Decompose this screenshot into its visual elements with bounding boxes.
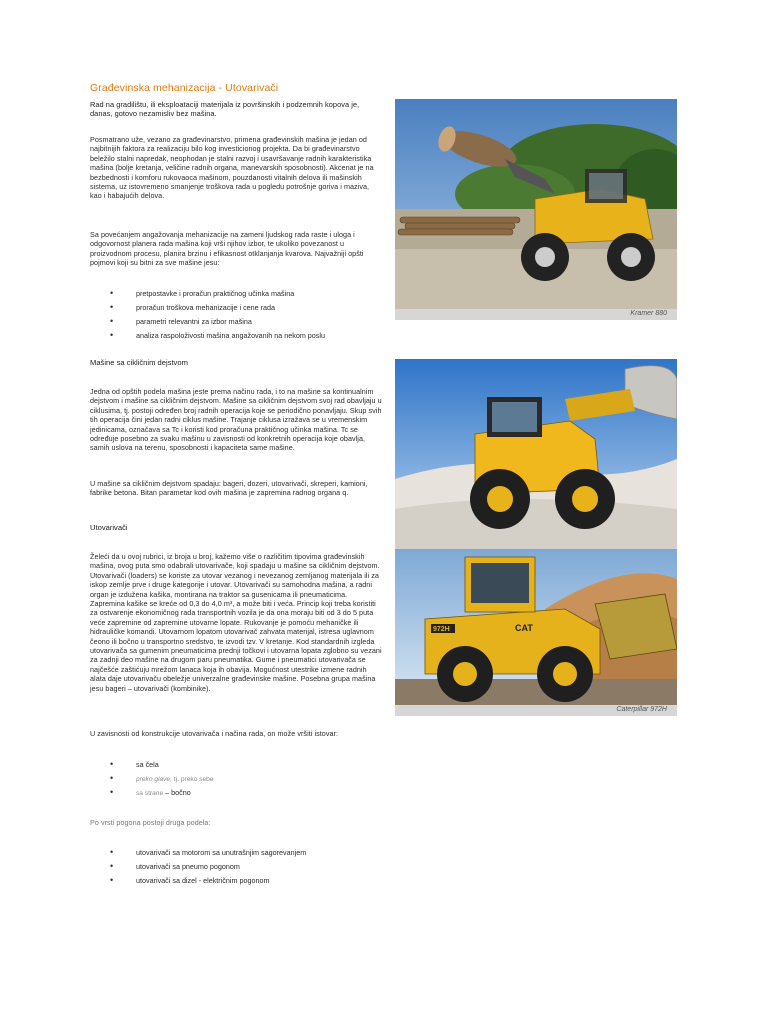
paragraph-7: Po vrsti pogona postoji druga podela: xyxy=(90,818,211,827)
cat-brand-logo: CAT xyxy=(515,623,533,633)
photo-caption: Kramer 880 xyxy=(630,310,667,317)
paragraph-2: Sa povećanjem angažovanja mehanizacije na zameni ljudskog rada raste i uloga i odgovornost planera rada mašina koji vrši njihov izbor, te ukoliko povezanost u proizvodnom procesu, planira brzinu i efikasnost otklanjanja kvarova. Najvažniji opšti pojmovi koji su bitni za sve mašine jesu: xyxy=(90,230,364,268)
list-item: • parametri relevantni za izbor mašina xyxy=(110,317,325,331)
photo-caption: Caterpillar 972H xyxy=(616,706,667,713)
photo-volvo-loader xyxy=(395,359,677,549)
list-item: • utovarivači sa pneumo pogonom xyxy=(110,862,306,876)
section-heading-loaders: Utovarivači xyxy=(90,523,128,532)
page-title: Građevinska mehanizacija - Utovarivači xyxy=(90,82,279,94)
list-item: • pretpostavke i proračun praktičnog učinka mašina xyxy=(110,289,325,303)
bullet-list-2 xyxy=(110,760,214,802)
list-item: • preko glave, tj. preko sebe xyxy=(110,774,214,788)
list-item: • analiza raspoloživosti mašina angažovanih na nekom poslu xyxy=(110,331,325,345)
bullet-list-3 xyxy=(110,848,306,890)
list-item: • utovarivači sa motorom sa unutrašnjim sagorevanjem xyxy=(110,848,306,862)
photo-caterpillar-loader xyxy=(395,549,677,705)
caption-bar-3 xyxy=(395,705,677,716)
paragraph-5: Želeći da u ovoj rubrici, iz broja u broj, kažemo više o različitim tipovima građevinskih mašina, ovog puta smo odabrali utovarivače, koji spadaju u mašine sa cikličnim dejstvom. Utovarivači (loaders) se koriste za utovar vezanog i nevezanog zemljanog materijala ili za iskop zemlje prve i druge kategorije i utovar. Utovarivači su samohodna mašina, a radni organ je izdužena kašika, montirana na traktor sa gusenicama ili pneumaticima. Zapremina kašike se kreće od 0,3 do 4,0 m³, a može biti i veća. Princip koji treba koristiti za ostvarenje ekonomičnog rada transportnih vozila je da ona moraju biti od 3 do 5 puta veće zapremine od zapremine utovarne lopate. Rukovanje je pomoću mehaničke ili hidrauličke komandi. Utovarnom lopatom utovarivač zahvata materijal, istresa uglavnom čeono ili bočno u transportno sredstvo, te izvodi tzv. V kretanje. Kod standardnih izgleda utovarivača sa gumenim pneumaticima prednji točkovi i utovarna lopata zglobno su vezani za zadnji deo mašine na drugom paru pneumatika. Gume i pneumatici utovarivača se najčešće zaštićuju mrežom lanaca koja ih obavija. Mogućnost utestrike izmene radnih alata daje utovarivaču obeležje univerzalne građevinske mašine. Posebna grupa mašina jesu bageri – utovarivači (kombinike). xyxy=(90,552,382,693)
bullet-list-1 xyxy=(110,289,325,345)
intro-paragraph: Rad na gradilištu, ili eksploataciji materijala iz površinskih i podzemnih kopova je, danas, gotovo nezamisliv bez mašina. xyxy=(90,100,360,119)
list-item: • utovarivači sa dizel - električnim pogonom xyxy=(110,876,306,890)
list-item: • sa strane – bočno xyxy=(110,788,214,802)
caption-bar-1 xyxy=(395,309,677,320)
cat-model-label: 972H xyxy=(433,626,450,633)
paragraph-6: U zavisnosti od konstrukcije utovarivača i načina rada, on može vršiti istovar: xyxy=(90,729,339,738)
photo-kramer-loader xyxy=(395,99,677,309)
paragraph-3: Jedna od opštih podela mašina jeste prema načinu rada, i to na mašine sa kontinualnim dejstvom i mašine sa cikličnim dejstvom. Mašine sa cikličnim dejstvom svoj rad obavljaju u ciklusima, tj. postoji određen broj radnih operacija koje se periodično ponavljaju. Skup svih tih operacija čini jedan radni ciklus mašine. Trajanje ciklusa izražava se u vremenskim jedinicama, označava sa Tc i koristi kod proračuna praktičnog učinka mašina. Tc se određuje posebno za svaku mašinu u zavisnosti od konkretnih operacija koje obavlja, samih uslova na terenu, sposobnosti i kapaciteta same mašine. xyxy=(90,387,382,453)
paragraph-4: U mašine sa cikličnim dejstvom spadaju: bageri, dozeri, utovarivači, skreperi, kamioni, fabrike betona. Bitan parametar kod ovih mašina je zapremina radnog organa q. xyxy=(90,479,368,498)
section-heading-cyclic: Mašine sa cikličnim dejstvom xyxy=(90,358,188,367)
list-item: • sa čela xyxy=(110,760,214,774)
paragraph-1: Posmatrano uže, vezano za građevinarstvo, primena građevinskih mašina je jedan od najbitnijih faktora za realizaciju bilo kog investicionog projekta. Da bi građevinarstvo beležilo stalni napredak, neophodan je stalni razvoj i usavršavanje radnih karakteristika mašina (bolje kretanja, veličine radnih organa, manevarskih sposobnosti). Akcenat je na bezbednosti i komforu rukovaoca mašinom, pouzdanosti vitalnih delova ili mašinskih sistema, uz istovremeno smanjenje troškova rada u pogledu potrošnje goriva i maziva, kao i habajućih delova. xyxy=(90,135,374,201)
list-item: • proračun troškova mehanizacije i cene rada xyxy=(110,303,325,317)
